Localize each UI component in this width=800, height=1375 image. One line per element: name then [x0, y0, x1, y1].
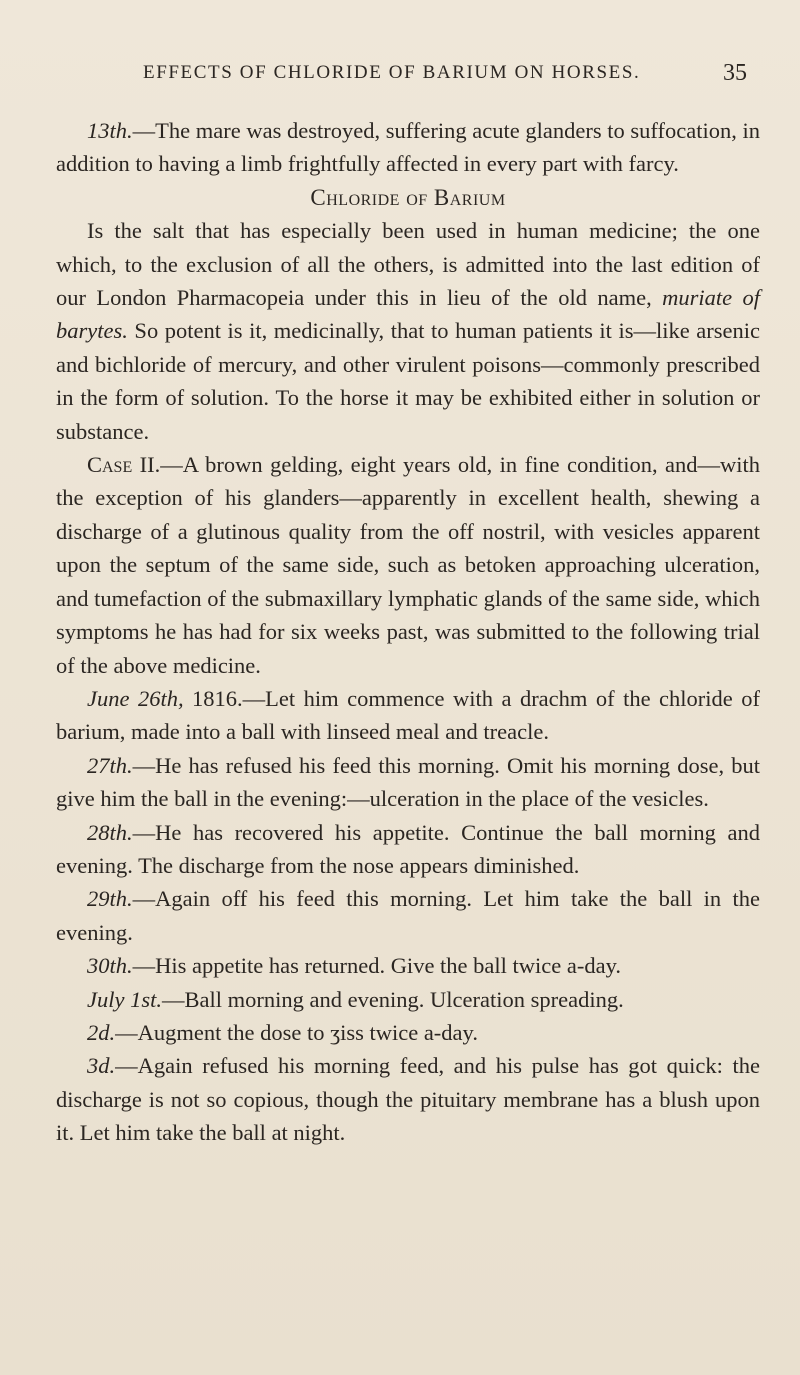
entry-text: —Augment the dose to ʒiss twice a-day. — [115, 1019, 478, 1045]
entry-29th — [56, 882, 760, 949]
paragraph-13th — [56, 114, 760, 181]
entry-text: —Again off his feed this morning. Let him take the ball in the evening. — [56, 886, 760, 945]
entry-date: 2d. — [87, 1019, 116, 1045]
page-body — [56, 114, 760, 1150]
entry-27th — [56, 749, 760, 816]
entry-text: —Again refused his morning feed, and his pulse has got quick: the discharge is not so copious, though the pituitary membrane has a blush upon it. Let him take the ball at night. — [56, 1053, 760, 1146]
entry-text: 1816.—Let him commence with a drachm of the chloride of barium, made into a ball with linseed meal and treacle. — [56, 685, 760, 745]
entry-30th — [56, 949, 760, 982]
section-heading: Chloride of Barium — [310, 184, 506, 210]
entry-date: July 1st. — [87, 986, 162, 1012]
case-paragraph — [56, 448, 760, 682]
case-label: Case II. — [87, 452, 161, 478]
entry-2d — [56, 1016, 760, 1049]
intro-paragraph — [56, 214, 760, 448]
entry-june-26 — [56, 682, 760, 749]
entry-text: —He has refused his feed this morning. Omit his morning dose, but give him the ball in the evening:—ulceration in the place of the vesicles. — [56, 752, 760, 812]
entry-text: —He has recovered his appetite. Continue the ball morning and evening. The discharge from the nose appears diminished. — [56, 819, 760, 878]
entry-july-1st — [56, 983, 760, 1016]
entry-text: —His appetite has returned. Give the ball twice a-day. — [132, 953, 622, 979]
entry-text: —The mare was destroyed, suffering acute glanders to suffocation, in addition to having a limb frightfully affected in every part with farcy. — [56, 118, 760, 177]
entry-28th — [56, 816, 760, 883]
running-head — [0, 60, 800, 90]
entry-date: 28th. — [87, 819, 133, 845]
entry-date: 13th. — [87, 118, 133, 143]
running-title: EFFECTS OF CHLORIDE OF BARIUM ON HORSES. — [143, 62, 641, 83]
entry-date: 29th. — [87, 886, 133, 912]
entry-date: 30th. — [87, 953, 133, 979]
case-text: —A brown gelding, eight years old, in fine condition, and—with the exception of his glanders—apparently in excellent health, shewing a discharge of a glutinous quality from the off nostril, with vesicles apparent upon the septum of the same side, such as betoken approaching ulceration, and tumefaction of the submaxillary lymphatic glands of the same side, which symptoms he has had for six weeks past, was submitted to the following trial of the above medicine. — [56, 452, 760, 678]
entry-text: —Ball morning and evening. Ulceration spreading. — [161, 986, 624, 1012]
intro-italic: muriate of barytes. — [56, 285, 760, 344]
intro-text-2: So potent is it, medicinally, that to human patients it is—like arsenic and bichloride of mercury, and other virulent poisons—commonly prescribed in the form of solution. To the horse it may be exhibited either in solution or substance. — [56, 318, 760, 444]
entry-date: 3d. — [87, 1053, 116, 1079]
page-number: 35 — [723, 60, 747, 86]
intro-text-1: Is the salt that has especially been used in human medicine; the one which, to the exclusion of all the others, is admitted into the last edition of our London Pharmacopeia under this in lieu of the old name, — [56, 218, 760, 311]
entry-date: 27th. — [87, 752, 133, 778]
entry-3d — [56, 1049, 760, 1149]
entry-date: June 26th, — [87, 685, 184, 711]
